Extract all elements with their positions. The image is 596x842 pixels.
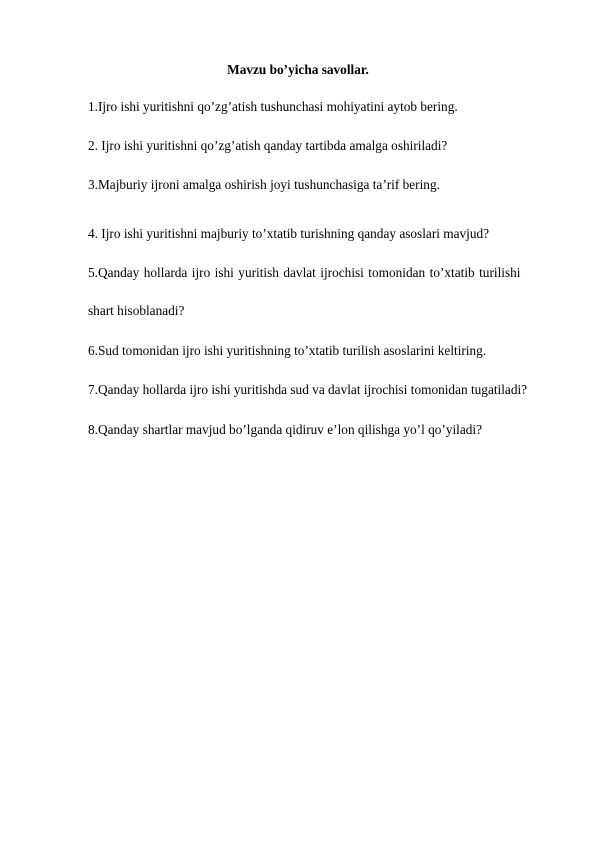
- question-2: 2. Ijro ishi yuritishni qo’zg’atish qanday tartibda amalga oshiriladi?: [88, 138, 448, 153]
- question-6: 6.Sud tomonidan ijro ishi yuritishning to’xtatib turilish asoslarini keltiring.: [88, 343, 487, 358]
- page-title: Mavzu bo’yicha savollar.: [227, 62, 369, 77]
- question-5-line-1: 5.Qanday hollarda ijro ishi yuritish davlat ijrochisi tomonidan to’xtatib turilishi: [88, 265, 521, 280]
- question-8: 8.Qanday shartlar mavjud bo’lganda qidiruv e’lon qilishga yo’l qo’yiladi?: [88, 422, 483, 437]
- question-1: 1.Ijro ishi yuritishni qo’zg’atish tushunchasi mohiyatini aytob bering.: [88, 99, 458, 114]
- question-4: 4. Ijro ishi yuritishni majburiy to’xtatib turishning qanday asoslari mavjud?: [88, 226, 490, 241]
- question-5-line-2: shart hisoblanadi?: [88, 303, 185, 318]
- question-7: 7.Qanday hollarda ijro ishi yuritishda sud va davlat ijrochisi tomonidan tugatiladi?: [88, 382, 528, 397]
- question-3: 3.Majburiy ijroni amalga oshirish joyi tushunchasiga ta’rif bering.: [88, 177, 440, 192]
